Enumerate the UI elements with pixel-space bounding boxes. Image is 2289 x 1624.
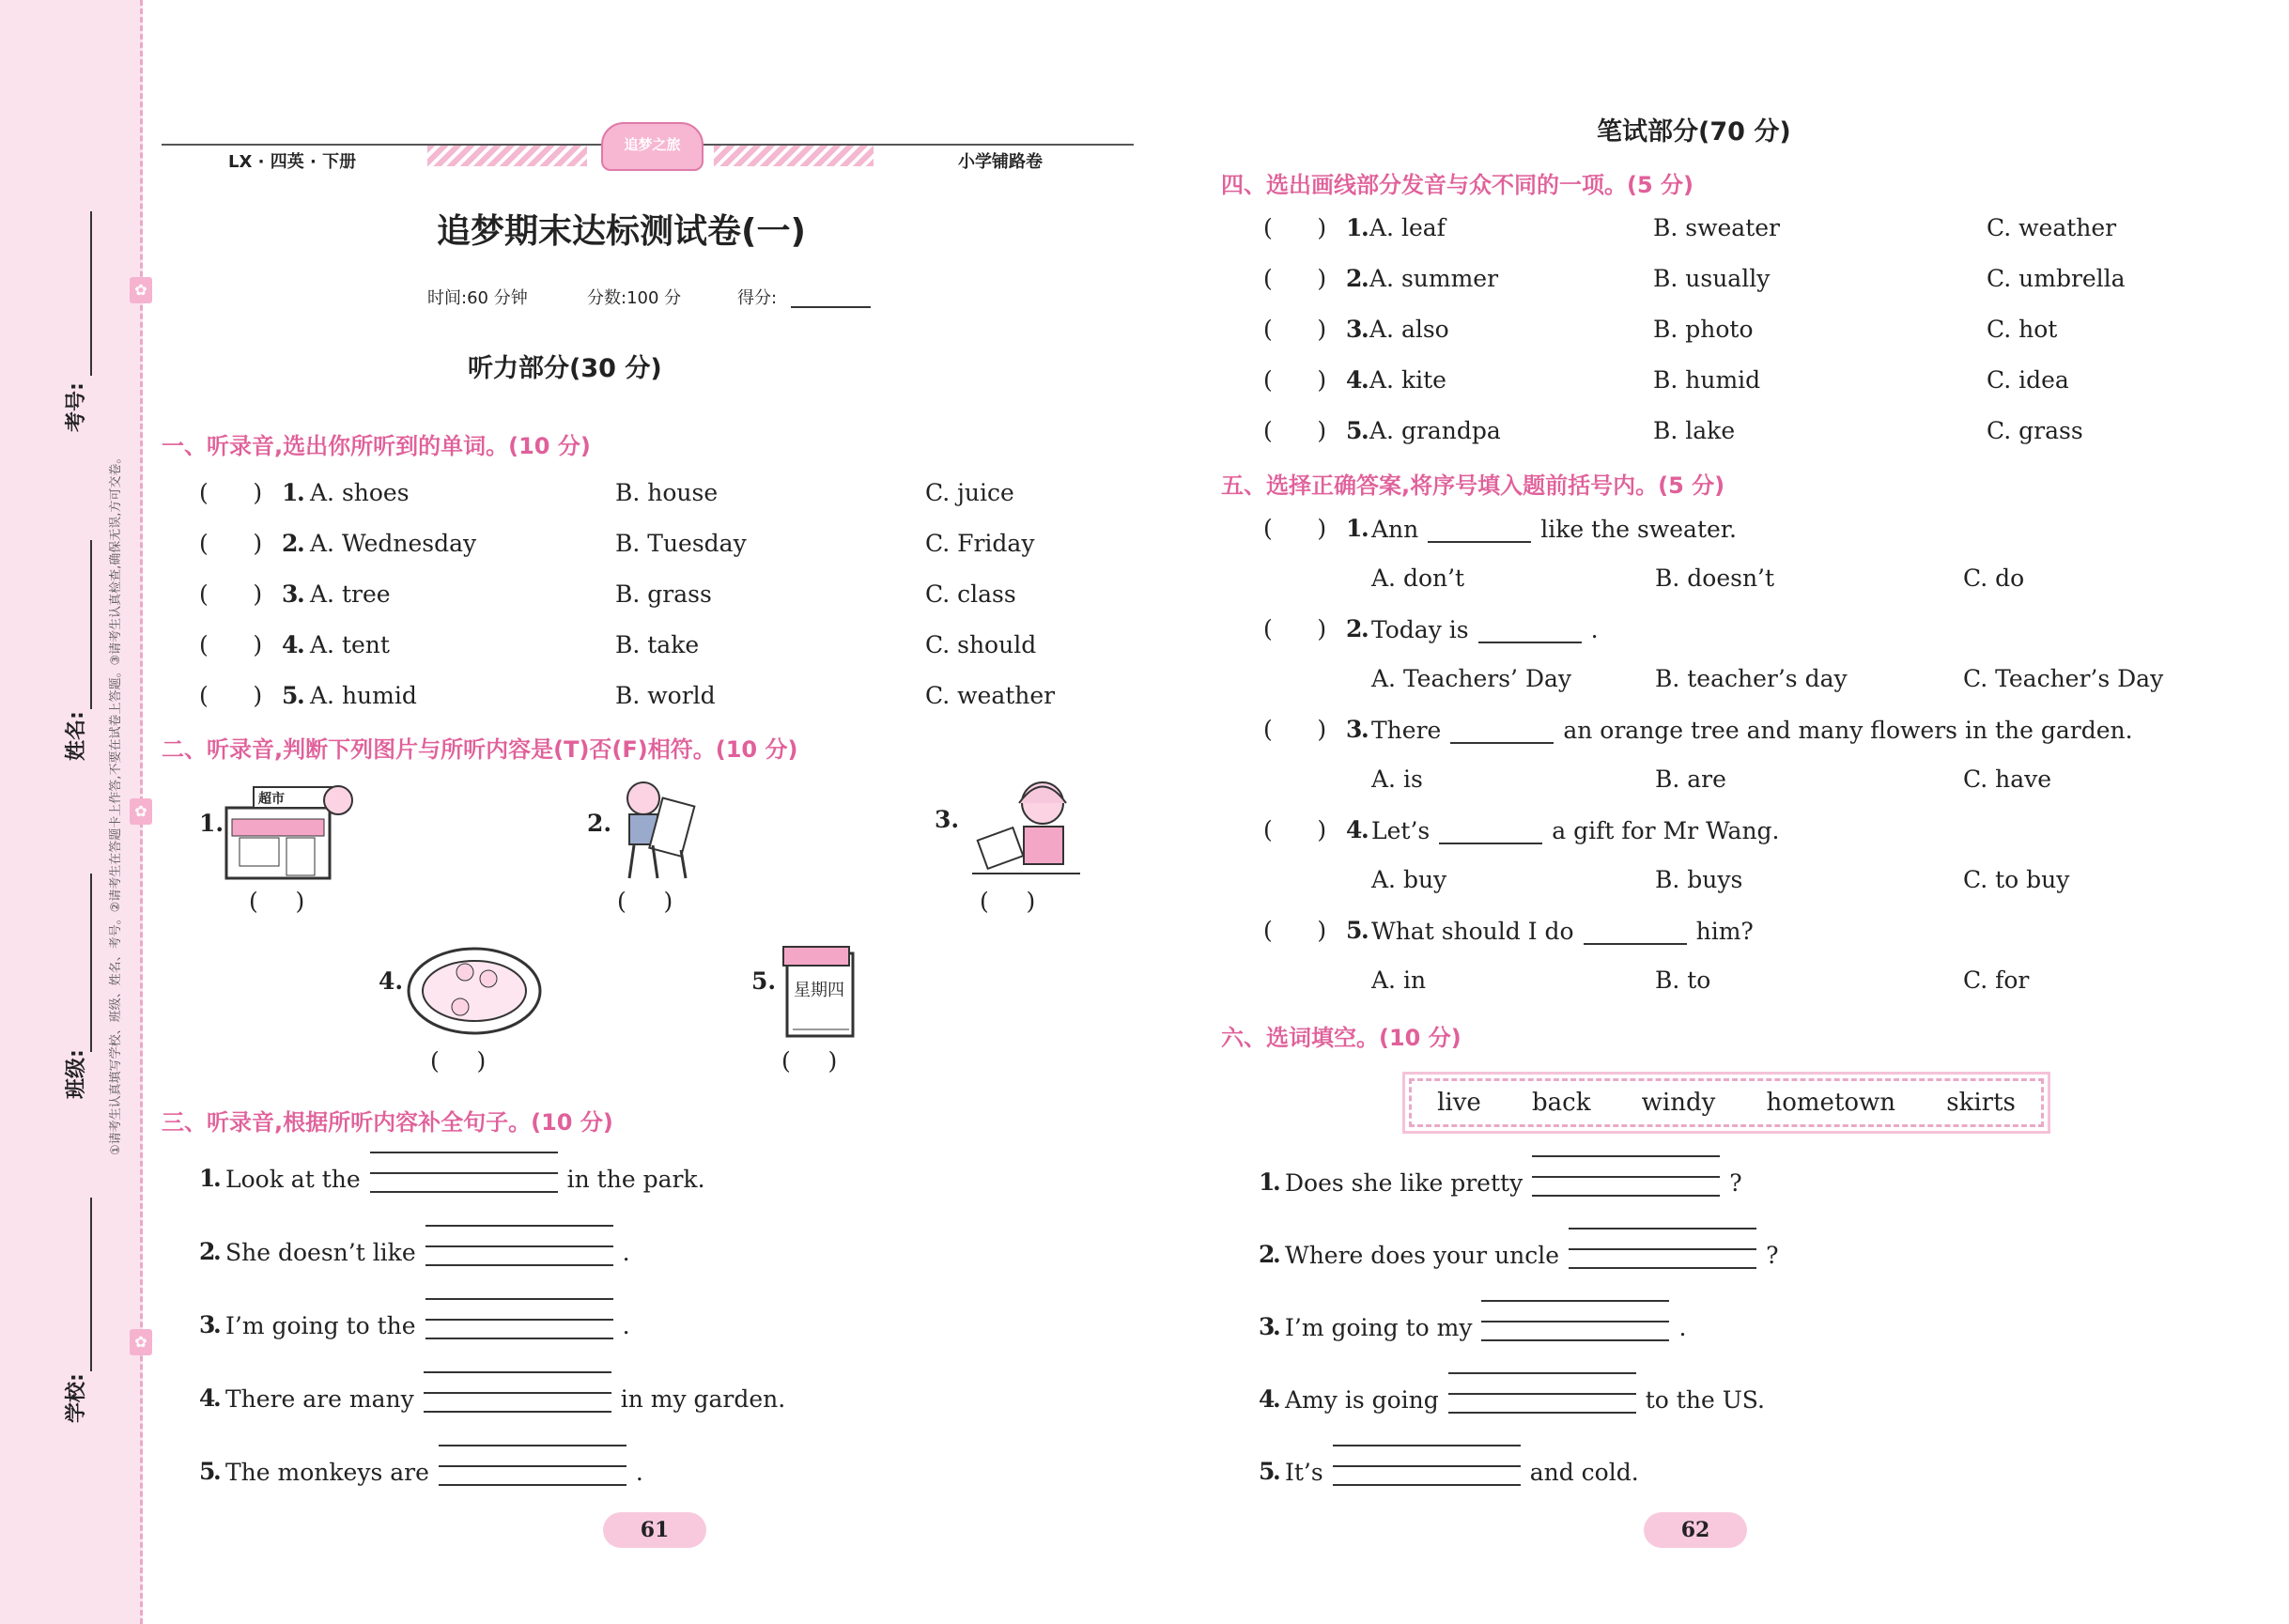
sentence-end: and cold. — [1529, 1459, 1639, 1486]
option-b[interactable]: B. world — [615, 682, 716, 709]
name-line[interactable] — [90, 540, 92, 709]
question-dot: . — [297, 580, 305, 608]
option-b[interactable]: B. sweater — [1653, 214, 1780, 241]
seal-mark: ✿ — [130, 1329, 152, 1355]
calendar-day: 星期四 — [794, 981, 844, 1000]
binding-sidebar — [0, 0, 147, 1624]
fill-sentence — [1285, 1168, 1742, 1197]
name-label: 姓名: — [65, 711, 88, 761]
option-b[interactable]: B. teacher’s day — [1655, 665, 1848, 692]
fill-sentence — [225, 1384, 785, 1413]
sentence-start: Look at the — [225, 1166, 361, 1193]
option-b[interactable]: B. doesn’t — [1655, 565, 1775, 592]
answer-paren[interactable]: ( ) — [1263, 316, 1327, 343]
option-c[interactable]: C. hot — [1987, 316, 2058, 343]
answer-blank[interactable] — [1584, 917, 1687, 945]
option-a[interactable]: A. Wednesday — [310, 530, 477, 557]
answer-blank[interactable] — [1569, 1241, 1756, 1269]
question-number: 2 — [1259, 1241, 1276, 1268]
option-a[interactable]: A. shoes — [310, 479, 410, 506]
option-c[interactable]: C. for — [1963, 967, 2030, 994]
question-number: 3 — [199, 1311, 216, 1338]
option-c[interactable]: C. Friday — [925, 530, 1035, 557]
question-dot: . — [213, 1458, 222, 1485]
fill-sentence — [225, 1165, 705, 1193]
question-number: 1 — [1346, 214, 1363, 241]
question-dot: . — [1361, 265, 1369, 292]
fill-sentence — [1285, 1458, 1639, 1486]
sentence-start: I’m going to the — [225, 1312, 416, 1339]
section-6-title: 六、选词填空。(10 分) — [1221, 1025, 1462, 1051]
option-b[interactable]: B. take — [615, 631, 700, 658]
sentence-end: him? — [1695, 918, 1754, 945]
sentence-end: ? — [1766, 1242, 1779, 1269]
page-number-right: 62 — [1644, 1512, 1747, 1548]
word-bank-item: skirts — [1946, 1089, 2016, 1117]
option-a[interactable]: A. Teachers’ Day — [1371, 665, 1572, 692]
question-number: 5 — [1259, 1458, 1276, 1485]
option-c[interactable]: C. umbrella — [1987, 265, 2126, 292]
got-label: 得分: — [737, 288, 778, 308]
option-a[interactable]: A. tree — [310, 580, 391, 608]
option-c[interactable]: C. weather — [1987, 214, 2117, 241]
question-number: 1 — [282, 479, 299, 506]
sentence-end: an orange tree and many flowers in the garden. — [1563, 717, 2133, 744]
choice-sentence — [1371, 615, 1599, 643]
fill-sentence — [225, 1458, 643, 1486]
question-dot: . — [1361, 316, 1369, 343]
option-b[interactable]: B. house — [615, 479, 719, 506]
sentence-start: Ann — [1371, 516, 1419, 543]
option-b[interactable]: B. humid — [1653, 366, 1761, 394]
question-dot: . — [1273, 1458, 1281, 1485]
choice-sentence — [1371, 716, 2133, 744]
header-right: 小学铺路卷 — [958, 152, 1043, 172]
section-2-title: 二、听录音,判断下列图片与所听内容是(T)否(F)相符。(10 分) — [162, 736, 798, 763]
question-dot: . — [1361, 417, 1369, 444]
section-5-title: 五、选择正确答案,将序号填入题前括号内。(5 分) — [1221, 472, 1725, 499]
page-number-left: 61 — [603, 1512, 706, 1548]
word-bank-item: live — [1437, 1089, 1481, 1117]
question-dot: . — [297, 682, 305, 709]
option-a[interactable]: A. kite — [1369, 366, 1446, 394]
answer-paren[interactable]: ( ) — [1263, 417, 1327, 444]
pic-number: 4. — [379, 967, 404, 995]
question-number: 1 — [1346, 515, 1363, 542]
sentence-start: Today is — [1371, 616, 1469, 643]
word-bank-item: hometown — [1766, 1089, 1896, 1117]
question-dot: . — [1273, 1168, 1281, 1196]
shop-sign: 超市 — [258, 792, 285, 807]
header-stripe — [427, 146, 587, 166]
answer-blank[interactable] — [1481, 1313, 1669, 1341]
section-4-title: 四、选出画线部分发音与众不同的一项。(5 分) — [1221, 172, 1694, 198]
option-b[interactable]: B. grass — [615, 580, 712, 608]
answer-paren[interactable]: ( ) — [1263, 366, 1327, 394]
question-dot: . — [297, 530, 305, 557]
word-bank-item: windy — [1641, 1089, 1716, 1117]
pic-number: 2. — [587, 810, 612, 837]
girl-reading-picture — [963, 775, 1090, 883]
question-dot: . — [1361, 214, 1369, 241]
option-c[interactable]: C. have — [1963, 766, 2052, 793]
answer-paren[interactable]: ( ) — [199, 530, 263, 557]
answer-blank[interactable] — [1333, 1458, 1521, 1486]
question-number: 2 — [199, 1238, 216, 1265]
answer-paren[interactable]: ( ) — [1263, 214, 1327, 241]
sentence-start: What should I do — [1371, 918, 1574, 945]
swimming-pool-picture — [404, 939, 545, 1038]
question-dot: . — [213, 1384, 222, 1412]
answer-paren[interactable]: ( ) — [199, 631, 263, 658]
sentence-start: Does she like pretty — [1285, 1169, 1523, 1197]
option-a[interactable]: A. summer — [1369, 265, 1499, 292]
word-bank — [1409, 1078, 2044, 1127]
class-line[interactable] — [90, 874, 92, 1052]
question-dot: . — [1361, 716, 1369, 743]
fill-sentence — [1285, 1313, 1686, 1341]
supermarket-picture — [221, 780, 357, 883]
answer-paren[interactable]: ( ) — [199, 479, 263, 506]
question-number: 5 — [282, 682, 299, 709]
question-number: 4 — [1259, 1385, 1276, 1413]
answer-blank[interactable] — [1450, 716, 1554, 744]
header-stripe — [714, 146, 874, 166]
answer-blank[interactable] — [1478, 615, 1582, 643]
option-a[interactable]: A. grandpa — [1369, 417, 1501, 444]
sentence-start: It’s — [1285, 1459, 1323, 1486]
question-number: 1 — [199, 1165, 216, 1192]
school-label: 学校: — [65, 1373, 88, 1423]
question-number: 2 — [282, 530, 299, 557]
question-dot: . — [1361, 917, 1369, 944]
sentence-start: Let’s — [1371, 817, 1431, 844]
question-dot: . — [1273, 1313, 1281, 1340]
answer-paren[interactable]: ( ) — [430, 1047, 487, 1075]
sentence-end: in the park. — [566, 1166, 705, 1193]
fill-sentence — [225, 1238, 630, 1266]
option-b[interactable]: B. are — [1655, 766, 1726, 793]
seal-mark: ✿ — [130, 277, 152, 303]
question-number: 4 — [1346, 816, 1363, 843]
sentence-end: . — [622, 1239, 630, 1266]
sentence-start: Where does your uncle — [1285, 1242, 1560, 1269]
answer-blank[interactable] — [1428, 515, 1531, 543]
choice-sentence — [1371, 515, 1737, 543]
sentence-end: like the sweater. — [1540, 516, 1737, 543]
answer-paren[interactable]: ( ) — [1263, 917, 1327, 944]
option-c[interactable]: C. weather — [925, 682, 1056, 709]
question-number: 3 — [1346, 716, 1363, 743]
got-blank[interactable] — [791, 306, 871, 308]
time-info: 时间:60 分钟 — [427, 288, 528, 308]
option-b[interactable]: B. lake — [1653, 417, 1736, 444]
question-number: 3 — [1259, 1313, 1276, 1340]
answer-paren[interactable]: ( ) — [1263, 716, 1327, 743]
answer-paren[interactable]: ( ) — [1263, 265, 1327, 292]
pic-number: 1. — [199, 810, 224, 837]
answer-paren[interactable]: ( ) — [199, 682, 263, 709]
answer-paren[interactable]: ( ) — [617, 888, 673, 915]
answer-blank[interactable] — [424, 1384, 611, 1413]
option-a[interactable]: A. don’t — [1371, 565, 1465, 592]
answer-paren[interactable]: ( ) — [199, 580, 263, 608]
logo-crown: 追梦之旅 — [601, 122, 704, 171]
option-b[interactable]: B. Tuesday — [615, 530, 747, 557]
section-1-title: 一、听录音,选出你所听到的单词。(10 分) — [162, 433, 591, 459]
option-c[interactable]: C. should — [925, 631, 1037, 658]
option-a[interactable]: A. humid — [310, 682, 417, 709]
answer-blank[interactable] — [1532, 1168, 1720, 1197]
question-number: 2 — [1346, 615, 1363, 642]
answer-blank[interactable] — [439, 1458, 626, 1486]
exam-instructions: ①请考生认真填写学校、班级、姓名、考号。②请考生在答题卡上作答,不要在试卷上答题。③请考生认真检查,确保无误,方可交卷。 — [109, 451, 123, 1155]
school-line[interactable] — [90, 1198, 92, 1371]
question-number: 5 — [199, 1458, 216, 1485]
option-a[interactable]: A. is — [1371, 766, 1423, 793]
fill-sentence — [1285, 1241, 1778, 1269]
pic-number: 3. — [935, 806, 960, 833]
class-label: 班级: — [65, 1049, 88, 1099]
sentence-end: . — [1678, 1314, 1687, 1341]
seal-mark: ✿ — [130, 798, 152, 825]
sentence-start: There are many — [225, 1385, 414, 1413]
answer-paren[interactable]: ( ) — [249, 888, 305, 915]
answer-paren[interactable]: ( ) — [781, 1047, 838, 1075]
question-number: 4 — [1346, 366, 1363, 394]
question-number: 4 — [199, 1384, 216, 1412]
question-dot: . — [1273, 1385, 1281, 1413]
boy-drawing-picture — [611, 775, 700, 883]
question-dot: . — [213, 1238, 222, 1265]
question-dot: . — [1273, 1241, 1281, 1268]
answer-paren[interactable]: ( ) — [1263, 816, 1327, 843]
option-b[interactable]: B. usually — [1653, 265, 1771, 292]
sentence-end: a gift for Mr Wang. — [1552, 817, 1780, 844]
option-b[interactable]: B. buys — [1655, 866, 1743, 893]
option-c[interactable]: C. class — [925, 580, 1016, 608]
sentence-end: . — [1590, 616, 1599, 643]
answer-blank[interactable] — [1439, 816, 1542, 844]
sentence-end: ? — [1729, 1169, 1742, 1197]
score-info: 分数:100 分 — [587, 288, 682, 308]
sentence-start: There — [1371, 717, 1442, 744]
word-bank-item: back — [1532, 1089, 1591, 1117]
choice-sentence — [1371, 917, 1754, 945]
answer-paren[interactable]: ( ) — [980, 888, 1036, 915]
question-dot: . — [1361, 615, 1369, 642]
option-a[interactable]: A. buy — [1371, 866, 1447, 893]
question-dot: . — [297, 479, 305, 506]
choice-sentence — [1371, 816, 1780, 844]
question-dot: . — [213, 1311, 222, 1338]
question-number: 5 — [1346, 917, 1363, 944]
sentence-start: She doesn’t like — [225, 1239, 416, 1266]
answer-blank[interactable] — [370, 1165, 558, 1193]
sentence-start: The monkeys are — [225, 1459, 429, 1486]
option-b[interactable]: B. photo — [1653, 316, 1754, 343]
sentence-end: . — [622, 1312, 630, 1339]
option-a[interactable]: A. also — [1369, 316, 1449, 343]
option-b[interactable]: B. to — [1655, 967, 1711, 994]
question-dot: . — [213, 1165, 222, 1192]
exam-no-label: 考号: — [65, 382, 88, 432]
section-3-title: 三、听录音,根据所听内容补全句子。(10 分) — [162, 1109, 613, 1136]
option-c[interactable]: C. do — [1963, 565, 2025, 592]
answer-paren[interactable]: ( ) — [1263, 615, 1327, 642]
fill-sentence — [1285, 1385, 1765, 1414]
option-a[interactable]: A. leaf — [1369, 214, 1446, 241]
sentence-start: Amy is going — [1285, 1386, 1439, 1414]
question-number: 5 — [1346, 417, 1363, 444]
answer-blank[interactable] — [425, 1311, 613, 1339]
option-c[interactable]: C. grass — [1987, 417, 2083, 444]
question-number: 2 — [1346, 265, 1363, 292]
option-a[interactable]: A. in — [1371, 967, 1427, 994]
sentence-start: I’m going to my — [1285, 1314, 1473, 1341]
option-c[interactable]: C. idea — [1987, 366, 2069, 394]
header-left: LX · 四英 · 下册 — [228, 152, 357, 172]
answer-blank[interactable] — [1448, 1385, 1636, 1414]
sentence-end: in my garden. — [620, 1385, 786, 1413]
question-number: 3 — [1346, 316, 1363, 343]
exam-no-line[interactable] — [90, 211, 92, 376]
sentence-end: . — [635, 1459, 643, 1486]
option-c[interactable]: C. Teacher’s Day — [1963, 665, 2164, 692]
listening-part-title: 听力部分(30 分) — [468, 354, 662, 383]
pic-number: 5. — [751, 967, 777, 995]
page-title: 追梦期末达标测试卷(一) — [437, 212, 806, 251]
question-number: 3 — [282, 580, 299, 608]
sentence-end: to the US. — [1645, 1386, 1765, 1414]
question-dot: . — [1361, 816, 1369, 843]
question-dot: . — [1361, 515, 1369, 542]
fill-sentence — [225, 1311, 630, 1339]
question-dot: . — [297, 631, 305, 658]
option-c[interactable]: C. juice — [925, 479, 1014, 506]
question-number: 1 — [1259, 1168, 1276, 1196]
option-a[interactable]: A. tent — [310, 631, 390, 658]
written-part-title: 笔试部分(70 分) — [1597, 117, 1791, 147]
option-c[interactable]: C. to buy — [1963, 866, 2070, 893]
question-dot: . — [1361, 366, 1369, 394]
answer-blank[interactable] — [425, 1238, 613, 1266]
answer-paren[interactable]: ( ) — [1263, 515, 1327, 542]
question-number: 4 — [282, 631, 299, 658]
